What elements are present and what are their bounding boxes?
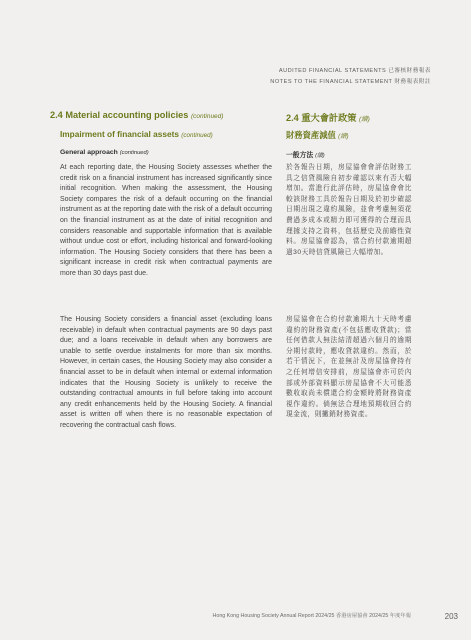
paragraph-1-en-block	[60, 163, 272, 280]
general-approach-heading-en	[60, 149, 149, 156]
subsection-continued-zh: (續)	[338, 133, 349, 140]
subsection-heading-zh	[286, 129, 349, 141]
section-heading-zh	[286, 110, 370, 124]
general-approach-continued-en: (continued)	[119, 150, 149, 156]
general-approach-title-en: General approach	[60, 149, 118, 156]
paragraph-2-zh: 房屋協會在合約付款逾期九十天時考慮違約的財務資產(不包括應收貸款)；當任何借款人無法結清超過六個月的逾期分期付款時，應收貸款違約。然而，於若干情況下，在並無計及房屋協會持有之任何增信安排前，房屋協會亦可於內部或外部資料顯示房屋協會不大可能悉數收取尚未償還合約金額時將財務資產視作違約。倘無法合理地預期收回合約現金流，則撇銷財務資產。	[286, 316, 412, 419]
paragraph-2-en-block	[60, 315, 272, 432]
subsection-continued-en: (continued)	[181, 132, 213, 139]
section-title-zh: 2.4 重大會計政策	[286, 113, 357, 123]
section-title-en: 2.4 Material accounting policies	[50, 110, 189, 120]
paragraph-1-zh: 於各報告日期，房屋協會會評估財務工具之信貸風險自初步確認以來有否大幅增加。當進行此評估時，房屋協會會比較該財務工具於報告日期及於初步確認日期出現之違約風險，並會考慮無須花費過多成本或精力即可獲得的合理而具理據支持之資料，包括歷史及前瞻性資料。房屋協會認為，當合約付款逾期超過30天時信貸風險已大幅增加。	[286, 164, 412, 256]
subsection-title-zh: 財務資產減值	[286, 130, 336, 140]
page-number: 203	[444, 612, 458, 621]
paragraph-2-zh-block	[286, 315, 412, 421]
section-heading-en	[50, 110, 223, 120]
header-line-1: AUDITED FINANCIAL STATEMENTS 已審核財務報表	[278, 68, 431, 74]
paragraph-1-zh-block	[286, 163, 412, 258]
section-continued-en: (continued)	[190, 113, 224, 120]
paragraph-2-en: The Housing Society considers a financial asset (excluding loans receivable) in default when contractual payments are 90 days past due; and a loans receivable in default when any borrowers are unable to settle overdue instalments for more than six months. However, in certain cases, the Housing Society may also consider a financial asset to be in default when internal or external information indicates that the Housing Society is unlikely to receive the outstanding contractual amounts in full before taking into account any credit enhancements held by the Housing Society. A financial asset is written off when there is no reasonable expectation of recovering the contractual cash flows.	[60, 316, 272, 429]
general-approach-title-zh: 一般方法	[286, 152, 314, 159]
paragraph-1-en: At each reporting date, the Housing Society assesses whether the credit risk on a financial instrument has increased significantly since initial recognition. When making the assessment, the Housing Society compares the risk of a default occurring on the financial instrument as at the reporting date with the risk of a default occurring on the financial instrument as at the date of initial recognition and considers reasonable and supportable information that is available without undue cost or effort, including historical and forward-looking information. The Housing Society considers that there has been a significant increase in credit risk when contractual payments are more than 30 days past due.	[60, 164, 272, 277]
general-approach-continued-zh: (續)	[315, 153, 325, 159]
header-line-2: NOTES TO THE FINANCIAL STATEMENT 財務報表附註	[270, 79, 431, 85]
subsection-heading-en	[60, 129, 213, 139]
general-approach-heading-zh	[286, 149, 325, 159]
subsection-title-en: Impairment of financial assets	[60, 129, 179, 139]
footer-report-title: Hong Kong Housing Society Annual Report 2024/25 香港房屋協會 2024/25 年度年報	[212, 613, 411, 619]
section-continued-zh: (續)	[359, 116, 370, 123]
